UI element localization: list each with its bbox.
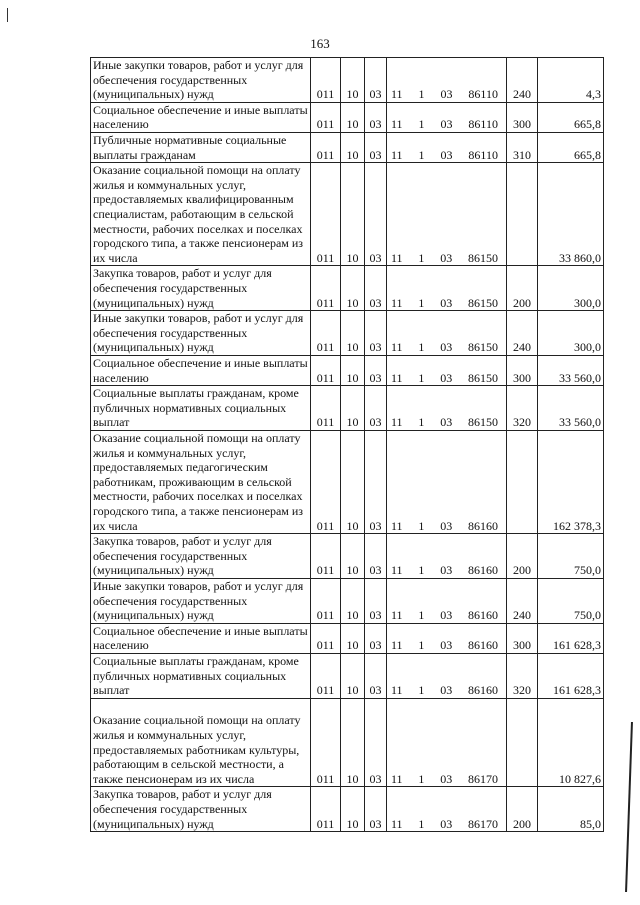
section-code-cell: 10: [341, 355, 365, 385]
target-article-part: 1: [418, 518, 425, 533]
target-article-code: [389, 371, 504, 386]
grbs-code-cell: 011: [311, 163, 341, 266]
target-article-part: 03: [440, 816, 453, 831]
section-code-cell: 10: [341, 311, 365, 356]
target-article-part: 03: [440, 87, 453, 102]
target-article-part: 03: [440, 370, 453, 385]
amount-cell: 665,8: [538, 102, 604, 132]
table-row: [91, 102, 604, 132]
target-article-part: 86160: [468, 608, 498, 623]
grbs-code-cell: 011: [311, 578, 341, 623]
section-code-cell: 10: [341, 163, 365, 266]
target-article-cell: [387, 623, 507, 653]
subsection-code-cell: 03: [365, 102, 387, 132]
amount-cell: 4,3: [538, 58, 604, 103]
expense-type-cell: 240: [507, 311, 538, 356]
table-row: [91, 623, 604, 653]
grbs-code-cell: 011: [311, 430, 341, 533]
grbs-code-cell: 011: [311, 266, 341, 311]
target-article-part: 11: [391, 771, 403, 786]
target-article-cell: [387, 163, 507, 266]
grbs-code-cell: 011: [311, 623, 341, 653]
target-article-cell: [387, 102, 507, 132]
target-article-part: 1: [418, 147, 425, 162]
target-article-part: 11: [391, 638, 403, 653]
target-article-part: 11: [391, 518, 403, 533]
amount-cell: 161 628,3: [538, 653, 604, 698]
table-row: [91, 355, 604, 385]
amount-cell: 162 378,3: [538, 430, 604, 533]
target-article-cell: [387, 311, 507, 356]
page-number: 163: [310, 36, 330, 51]
target-article-part: 11: [391, 563, 403, 578]
target-article-part: 86160: [468, 563, 498, 578]
grbs-code-cell: 011: [311, 698, 341, 787]
amount-cell: 10 827,6: [538, 698, 604, 787]
target-article-part: 1: [418, 638, 425, 653]
budget-table: [90, 57, 604, 832]
target-article-part: 86150: [468, 415, 498, 430]
expense-name-cell: Социальные выплаты гражданам, кроме публичных нормативных социальных выплат: [91, 386, 311, 431]
target-article-cell: [387, 132, 507, 162]
grbs-code-cell: 011: [311, 311, 341, 356]
expense-name-cell: Публичные нормативные социальные выплаты гражданам: [91, 132, 311, 162]
section-code-cell: 10: [341, 787, 365, 832]
target-article-part: 11: [391, 608, 403, 623]
target-article-part: 1: [418, 295, 425, 310]
target-article-cell: [387, 266, 507, 311]
expense-type-cell: 200: [507, 787, 538, 832]
amount-cell: 161 628,3: [538, 623, 604, 653]
target-article-part: 11: [391, 117, 403, 132]
target-article-part: 11: [391, 87, 403, 102]
target-article-part: 86170: [468, 771, 498, 786]
scan-margin-line: [625, 722, 633, 892]
subsection-code-cell: 03: [365, 534, 387, 579]
subsection-code-cell: 03: [365, 386, 387, 431]
target-article-part: 03: [440, 563, 453, 578]
target-article-code: [389, 772, 504, 787]
subsection-code-cell: 03: [365, 698, 387, 787]
target-article-code: [389, 296, 504, 311]
expense-type-cell: 310: [507, 132, 538, 162]
expense-type-cell: 200: [507, 534, 538, 579]
target-article-part: 86150: [468, 295, 498, 310]
target-article-part: 11: [391, 250, 403, 265]
expense-type-cell: [507, 163, 538, 266]
target-article-part: 03: [440, 608, 453, 623]
target-article-part: 86150: [468, 370, 498, 385]
expense-type-cell: 300: [507, 102, 538, 132]
amount-cell: 750,0: [538, 534, 604, 579]
table-row: [91, 266, 604, 311]
expense-type-cell: 300: [507, 355, 538, 385]
target-article-code: [389, 683, 504, 698]
grbs-code-cell: 011: [311, 355, 341, 385]
grbs-code-cell: 011: [311, 653, 341, 698]
expense-type-cell: 240: [507, 578, 538, 623]
target-article-part: 11: [391, 683, 403, 698]
target-article-part: 03: [440, 415, 453, 430]
table-row: [91, 58, 604, 103]
target-article-part: 86150: [468, 340, 498, 355]
target-article-part: 03: [440, 295, 453, 310]
table-row: [91, 534, 604, 579]
grbs-code-cell: 011: [311, 534, 341, 579]
table-row: [91, 698, 604, 787]
expense-type-cell: 320: [507, 386, 538, 431]
table-row: [91, 386, 604, 431]
amount-cell: 300,0: [538, 311, 604, 356]
subsection-code-cell: 03: [365, 132, 387, 162]
target-article-part: 1: [418, 415, 425, 430]
amount-cell: 665,8: [538, 132, 604, 162]
grbs-code-cell: 011: [311, 132, 341, 162]
target-article-part: 03: [440, 771, 453, 786]
target-article-part: 86170: [468, 816, 498, 831]
subsection-code-cell: 03: [365, 430, 387, 533]
expense-name-cell: Социальное обеспечение и иные выплаты населению: [91, 623, 311, 653]
expense-type-cell: [507, 430, 538, 533]
target-article-part: 1: [418, 340, 425, 355]
target-article-part: 86150: [468, 250, 498, 265]
table-row: [91, 653, 604, 698]
section-code-cell: 10: [341, 653, 365, 698]
target-article-part: 86160: [468, 683, 498, 698]
target-article-part: 86160: [468, 518, 498, 533]
target-article-part: 1: [418, 771, 425, 786]
expense-type-cell: 240: [507, 58, 538, 103]
target-article-part: 03: [440, 340, 453, 355]
target-article-part: 86110: [468, 87, 498, 102]
target-article-part: 1: [418, 117, 425, 132]
target-article-part: 86160: [468, 638, 498, 653]
expense-type-cell: 320: [507, 653, 538, 698]
table-row: [91, 430, 604, 533]
target-article-cell: [387, 58, 507, 103]
expense-type-cell: 300: [507, 623, 538, 653]
section-code-cell: 10: [341, 132, 365, 162]
target-article-part: 03: [440, 638, 453, 653]
expense-name-cell: Закупка товаров, работ и услуг для обеспечения государственных (муниципальных) нужд: [91, 266, 311, 311]
target-article-cell: [387, 698, 507, 787]
target-article-code: [389, 251, 504, 266]
expense-name-cell: Закупка товаров, работ и услуг для обеспечения государственных (муниципальных) нужд: [91, 787, 311, 832]
subsection-code-cell: 03: [365, 578, 387, 623]
target-article-part: 1: [418, 816, 425, 831]
expense-type-cell: 200: [507, 266, 538, 311]
target-article-code: [389, 638, 504, 653]
expense-name-cell: Иные закупки товаров, работ и услуг для обеспечения государственных (муниципальных) нужд: [91, 578, 311, 623]
expense-name-cell: Социальное обеспечение и иные выплаты населению: [91, 355, 311, 385]
amount-cell: 300,0: [538, 266, 604, 311]
target-article-code: [389, 340, 504, 355]
subsection-code-cell: 03: [365, 355, 387, 385]
target-article-cell: [387, 430, 507, 533]
grbs-code-cell: 011: [311, 102, 341, 132]
target-article-code: [389, 87, 504, 102]
subsection-code-cell: 03: [365, 58, 387, 103]
table-row: [91, 132, 604, 162]
target-article-code: [389, 563, 504, 578]
target-article-cell: [387, 355, 507, 385]
target-article-part: 03: [440, 250, 453, 265]
grbs-code-cell: 011: [311, 386, 341, 431]
section-code-cell: 10: [341, 698, 365, 787]
section-code-cell: 10: [341, 534, 365, 579]
target-article-part: 1: [418, 563, 425, 578]
table-row: [91, 311, 604, 356]
table-row: [91, 578, 604, 623]
amount-cell: 85,0: [538, 787, 604, 832]
target-article-part: 03: [440, 147, 453, 162]
budget-table-body: [91, 58, 604, 832]
target-article-part: 11: [391, 370, 403, 385]
section-code-cell: 10: [341, 578, 365, 623]
expense-name-cell: Оказание социальной помощи на оплату жилья и коммунальных услуг, предоставляемых педагогическим работникам, проживающим в сельской местности, рабочих поселках и поселках городского типа, а также пенсионерам из их числа: [91, 430, 311, 533]
subsection-code-cell: 03: [365, 266, 387, 311]
section-code-cell: 10: [341, 623, 365, 653]
subsection-code-cell: 03: [365, 787, 387, 832]
target-article-part: 11: [391, 816, 403, 831]
grbs-code-cell: 011: [311, 787, 341, 832]
amount-cell: 33 560,0: [538, 386, 604, 431]
target-article-part: 03: [440, 518, 453, 533]
section-code-cell: 10: [341, 386, 365, 431]
target-article-part: 11: [391, 340, 403, 355]
target-article-code: [389, 817, 504, 832]
expense-name-cell: Иные закупки товаров, работ и услуг для обеспечения государственных (муниципальных) нужд: [91, 58, 311, 103]
expense-name-cell: Иные закупки товаров, работ и услуг для обеспечения государственных (муниципальных) нужд: [91, 311, 311, 356]
section-code-cell: 10: [341, 266, 365, 311]
target-article-code: [389, 117, 504, 132]
expense-name-cell: Оказание социальной помощи на оплату жилья и коммунальных услуг, предоставляемых работникам культуры, работающим в сельской местности, а также пенсионерам из их числа: [91, 698, 311, 787]
target-article-part: 11: [391, 147, 403, 162]
scan-margin-mark: [7, 8, 8, 22]
target-article-part: 11: [391, 295, 403, 310]
expense-name-cell: Закупка товаров, работ и услуг для обеспечения государственных (муниципальных) нужд: [91, 534, 311, 579]
subsection-code-cell: 03: [365, 623, 387, 653]
target-article-cell: [387, 386, 507, 431]
subsection-code-cell: 03: [365, 311, 387, 356]
table-row: [91, 163, 604, 266]
expense-type-cell: [507, 698, 538, 787]
target-article-part: 86110: [468, 147, 498, 162]
target-article-cell: [387, 653, 507, 698]
subsection-code-cell: 03: [365, 163, 387, 266]
target-article-part: 1: [418, 608, 425, 623]
target-article-cell: [387, 578, 507, 623]
expense-name-cell: Социальное обеспечение и иные выплаты населению: [91, 102, 311, 132]
table-row: [91, 787, 604, 832]
target-article-part: 86110: [468, 117, 498, 132]
target-article-code: [389, 148, 504, 163]
amount-cell: 33 860,0: [538, 163, 604, 266]
target-article-cell: [387, 787, 507, 832]
target-article-code: [389, 608, 504, 623]
target-article-code: [389, 415, 504, 430]
target-article-code: [389, 519, 504, 534]
target-article-part: 1: [418, 250, 425, 265]
expense-name-cell: Социальные выплаты гражданам, кроме публичных нормативных социальных выплат: [91, 653, 311, 698]
section-code-cell: 10: [341, 58, 365, 103]
section-code-cell: 10: [341, 430, 365, 533]
amount-cell: 750,0: [538, 578, 604, 623]
target-article-part: 1: [418, 87, 425, 102]
target-article-part: 1: [418, 370, 425, 385]
target-article-part: 03: [440, 683, 453, 698]
amount-cell: 33 560,0: [538, 355, 604, 385]
target-article-part: 1: [418, 683, 425, 698]
subsection-code-cell: 03: [365, 653, 387, 698]
expense-name-cell: Оказание социальной помощи на оплату жилья и коммунальных услуг, предоставляемых квалифицированным специалистам, работающим в сельской местности, рабочих поселках и поселках городского типа, а также пенсионерам из их числа: [91, 163, 311, 266]
section-code-cell: 10: [341, 102, 365, 132]
target-article-part: 03: [440, 117, 453, 132]
target-article-part: 11: [391, 415, 403, 430]
target-article-cell: [387, 534, 507, 579]
grbs-code-cell: 011: [311, 58, 341, 103]
